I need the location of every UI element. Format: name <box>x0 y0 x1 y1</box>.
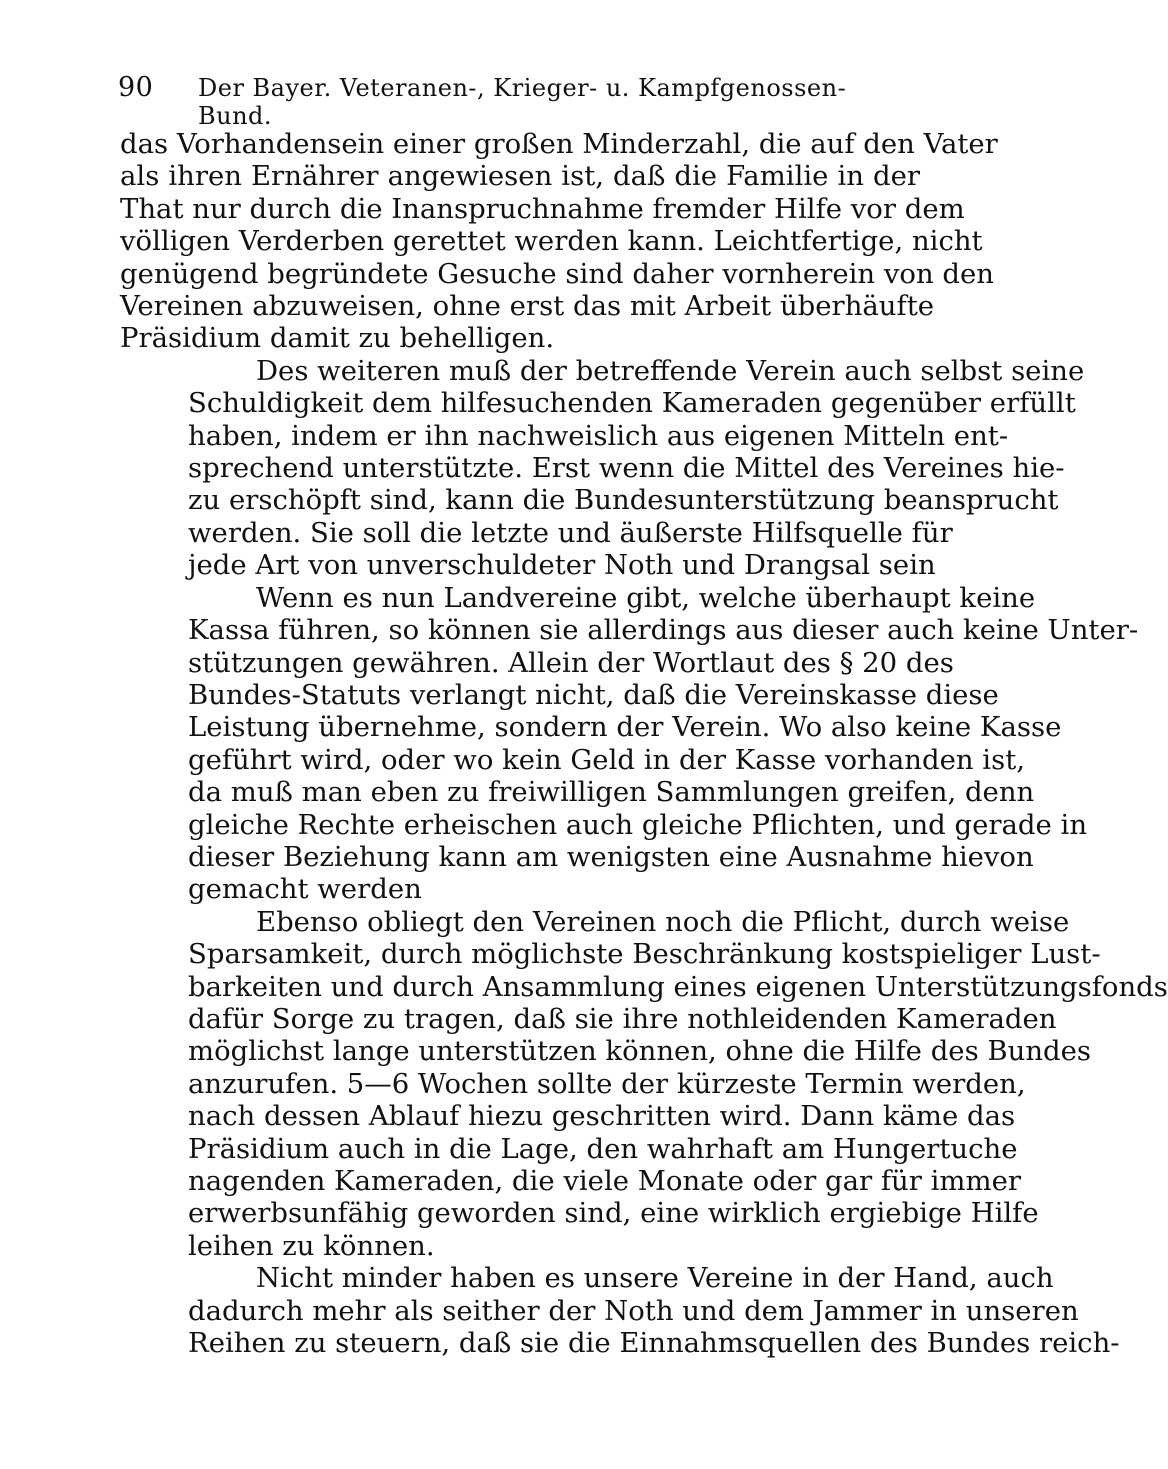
text-line: zu erschöpft sind, kann die Bundesunterstützung beansprucht <box>188 484 1059 517</box>
text-line: nagenden Kameraden, die viele Monate oder gar für immer <box>188 1165 1022 1197</box>
text-line: dafür Sorge zu tragen, daß sie ihre nothleidenden Kameraden <box>188 1002 1057 1035</box>
text-line: erwerbsunfähig geworden sind, eine wirklich ergiebige Hilfe <box>188 1197 1039 1230</box>
text-line: Wenn es nun Landvereine gibt, welche überhaupt keine <box>256 581 1036 614</box>
text-line: Leistung übernehme, sondern der Verein. Wo also keine Kasse <box>188 711 1062 744</box>
text-line: dadurch mehr als seither der Noth und dem Jammer in unseren <box>188 1294 1079 1327</box>
text-line: als ihren Ernährer angewiesen ist, daß die Familie in der <box>120 160 920 193</box>
text-line: Vereinen abzuweisen, ohne erst das mit Arbeit überhäufte <box>120 290 935 323</box>
text-line: Bundes-Statuts verlangt nicht, daß die Vereinskasse diese <box>188 678 999 711</box>
paragraph <box>120 581 1139 906</box>
text-line: da muß man eben zu freiwilligen Sammlungen greifen, denn <box>188 776 1035 809</box>
running-title: Der Bayer. Veteranen-, Krieger- u. Kampfgenossen-Bund. <box>198 74 847 130</box>
page-header <box>118 72 858 130</box>
text-line: genügend begründete Gesuche sind daher vornherein von den <box>120 257 994 290</box>
text-line: Reihen zu steuern, daß sie die Einnahmsquellen des Bundes reich- <box>188 1327 1120 1360</box>
text-line: gemacht werden <box>188 873 422 906</box>
text-line: werden. Sie soll die letzte und äußerste Hilfsquelle für <box>188 516 953 549</box>
text-line: Präsidium damit zu behelligen. <box>120 322 555 355</box>
text-line: Des weiteren muß der betreffende Verein auch selbst seine <box>256 354 1085 387</box>
text-line: jede Art von unverschuldeter Noth und Drangsal sein <box>188 549 936 582</box>
paragraph <box>120 128 998 355</box>
text-line: barkeiten und durch Ansammlung eines eigenen Unterstützungsfonds <box>188 970 1168 1003</box>
text-line: Sparsamkeit, durch möglichste Beschränkung kostspieliger Lust- <box>188 938 1101 971</box>
text-line: sprechend unterstützte. Erst wenn die Mittel des Vereines hie- <box>188 452 1065 485</box>
text-line: dieser Beziehung kann am wenigsten eine Ausnahme hievon <box>188 840 1034 873</box>
text-line: Präsidium auch in die Lage, den wahrhaft am Hungertuche <box>188 1132 1018 1165</box>
text-line: Schuldigkeit dem hilfesuchenden Kameraden gegenüber erfüllt <box>188 387 1076 420</box>
text-line: Kassa führen, so können sie allerdings aus dieser auch keine Unter- <box>188 614 1139 647</box>
paragraph <box>120 1262 1120 1360</box>
text-line: stützungen gewähren. Allein der Wortlaut des § 20 des <box>188 646 954 679</box>
paragraph <box>120 905 1168 1262</box>
text-line: völligen Verderben gerettet werden kann. Leichtfertige, nicht <box>120 225 983 258</box>
text-line: Nicht minder haben es unsere Vereine in der Hand, auch <box>256 1262 1054 1295</box>
text-line: leihen zu können. <box>188 1229 435 1262</box>
text-line: geführt wird, oder wo kein Geld in der Kasse vorhanden ist, <box>188 743 1025 776</box>
text-line: Ebenso obliegt den Vereinen noch die Pflicht, durch weise <box>256 905 1070 938</box>
text-line: möglichst lange unterstützen können, ohne die Hilfe des Bundes <box>188 1035 1092 1068</box>
text-line: nach dessen Ablauf hiezu geschritten wird. Dann käme das <box>188 1100 1016 1133</box>
text-line: das Vorhandensein einer großen Minderzahl, die auf den Vater <box>120 128 998 160</box>
paragraph <box>120 354 1085 582</box>
page-number: 90 <box>118 72 154 103</box>
text-line: anzurufen. 5—6 Wochen sollte der kürzeste Termin werden, <box>188 1067 1026 1100</box>
text-line: That nur durch die Inanspruchnahme fremder Hilfe vor dem <box>120 192 965 225</box>
body-text <box>120 128 1168 1360</box>
text-line: gleiche Rechte erheischen auch gleiche Pflichten, und gerade in <box>188 808 1088 841</box>
text-line: haben, indem er ihn nachweislich aus eigenen Mitteln ent- <box>188 419 1009 452</box>
